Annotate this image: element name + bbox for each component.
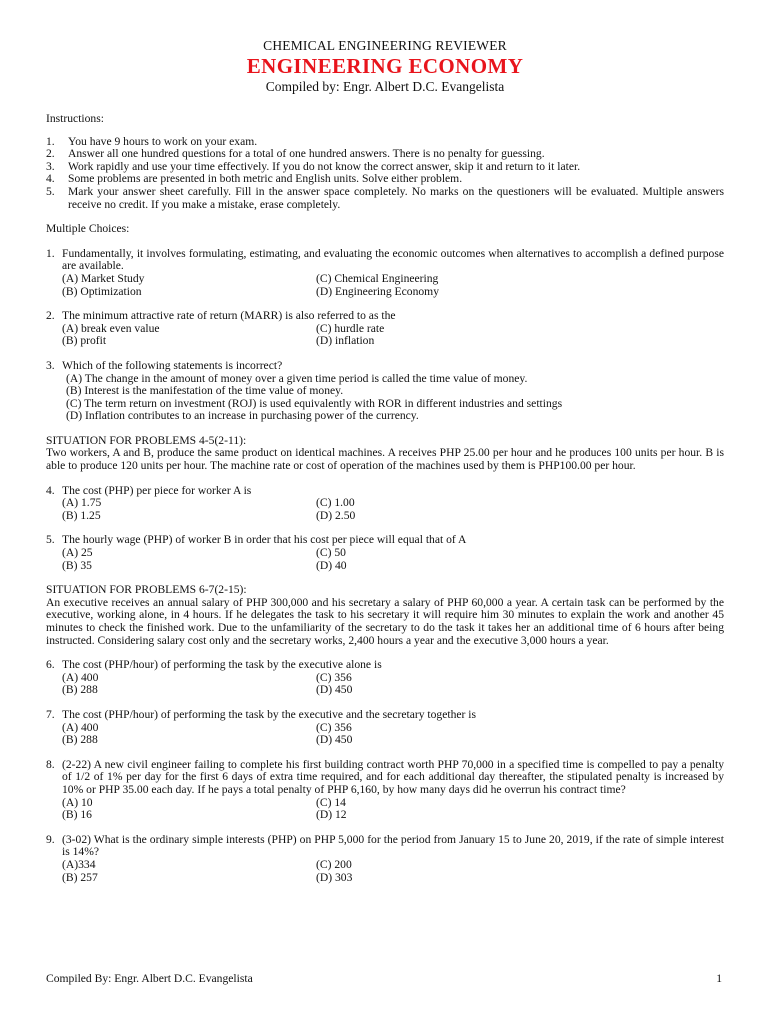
footer-compiled-by: Compiled By: Engr. Albert D.C. Evangelista [46,972,253,985]
document-title: ENGINEERING ECONOMY [246,54,524,78]
question-7 [46,709,724,747]
instruction-item: 2. Answer all one hundred questions for a total of one hundred answers. There is no penalty for guessing. [46,147,545,161]
page-number: 1 [716,972,722,985]
question-4 [46,485,724,523]
question-text: 8. (2-22) A new civil engineer failing to complete his first building contract worth PHP 70,000 in a specified time is compelled to pay a penalty of 1/2 of 1% per day for the first 6 days of extra time required, and for each additional day thereafter, the stipulated penalty is increased by 10% or PHP 35.00 each day. If he pays a total penalty of PHP 6,160, by how many days did he overrun his contract time? [46,757,724,796]
question-options [46,797,724,822]
option-c: (C) 50 [316,546,346,560]
instructions-heading: Instructions: [46,112,104,125]
question-text: 2. The minimum attractive rate of return (MARR) is also referred to as the [46,309,396,323]
instruction-item: 4. Some problems are presented in both metric and English units. Solve either problem. [46,172,463,186]
option-d: (D) 303 [316,870,353,884]
option-c: (C) hurdle rate [316,321,385,335]
option-a: (A) 1.75 [62,496,102,510]
option-b: (B) 1.25 [62,508,101,522]
option-a: (A) 400 [62,670,99,684]
question-options [46,859,724,884]
option-c: (C) 14 [316,795,346,809]
option-d: (D) 40 [316,558,347,572]
question-8 [46,759,724,822]
option-a: (A) 10 [62,795,93,809]
option-c: (C) 1.00 [316,496,355,510]
question-options [46,672,724,697]
option-a: (A) 400 [62,720,99,734]
question-text: 3. Which of the following statements is incorrect? [46,358,283,372]
option-d: (D) 2.50 [316,508,356,522]
option-b: (B) 16 [62,808,92,822]
option-a: (A)334 [62,857,96,871]
question-options [46,547,724,572]
reviewer-kicker: CHEMICAL ENGINEERING REVIEWER [263,38,507,53]
option-c: (C) Chemical Engineering [316,271,439,285]
option-c: (C) 200 [316,857,352,871]
instructions-list [46,136,724,212]
question-text: 7. The cost (PHP/hour) of performing the task by the executive and the secretary together is [46,707,477,721]
option-b: (B) Optimization [62,284,142,298]
question-6 [46,659,724,697]
option-b: (B) 288 [62,733,98,747]
question-text: 4. The cost (PHP) per piece for worker A is [46,483,252,497]
option-b: (B) 35 [62,558,92,572]
situation-6-7 [46,584,724,647]
instruction-item: 3. Work rapidly and use your time effectively. If you do not know the correct answer, skip it and return to it later. [46,159,581,173]
question-text: 6. The cost (PHP/hour) of performing the task by the executive alone is [46,658,382,672]
situation-body: Two workers, A and B, produce the same product on identical machines. A receives PHP 25.00 per hour and he produces 100 units per hour. B is able to produce 120 units per hour. The machine rate or cost of operation of the machines used by them is PHP100.00 per hour. [46,446,724,473]
question-3 [46,360,724,423]
option-c: (C) 356 [316,720,352,734]
option-d: (D) inflation [316,334,375,348]
situation-body: An executive receives an annual salary of PHP 300,000 and his secretary a salary of PHP 60,000 a year. A certain task can be performed by the executive, working alone, in 4 hours. If he delegates the task to his secretary it will require him 30 minutes to explain the work and another 45 minutes to check the finished work. Due to the unfamiliarity of the secretary to do the task it takes her an additional time of 6 hours after being instructed. Considering salary cost only and the secretary works, 2,400 hours a year and the executive 3,000 hours a year. [46,595,724,647]
option-b: (B) 257 [62,870,98,884]
option-a: (A) break even value [62,321,160,335]
statement-b: (B) Interest is the manifestation of the time value of money. [66,384,344,398]
question-9 [46,834,724,884]
instruction-item: 5. Mark your answer sheet carefully. Fill in the answer space completely. No marks on the questioners will be evaluated. Multiple answers receive no credit. If you make a mistake, erase completely. [46,184,724,211]
statement-c: (C) The term return on investment (ROJ) is used equivalently with ROR in different industries and settings [66,396,563,410]
option-b: (B) 288 [62,683,98,697]
compiled-by: Compiled by: Engr. Albert D.C. Evangelista [265,79,505,94]
page-footer [46,972,722,985]
option-a: (A) 25 [62,546,93,560]
instruction-item: 1. You have 9 hours to work on your exam. [46,134,258,148]
question-2 [46,310,724,348]
question-text: 5. The hourly wage (PHP) of worker B in order that his cost per piece will equal that of A [46,533,467,547]
question-statements [46,373,724,423]
option-a: (A) Market Study [62,271,145,285]
situation-4-5 [46,435,724,473]
situation-heading: SITUATION FOR PROBLEMS 4-5(2-11): [46,433,247,447]
option-d: (D) Engineering Economy [316,284,439,298]
question-options [46,323,724,348]
situation-heading: SITUATION FOR PROBLEMS 6-7(2-15): [46,583,247,597]
header [46,38,724,95]
question-1 [46,248,724,298]
option-c: (C) 356 [316,670,352,684]
question-options [46,722,724,747]
question-options [46,273,724,298]
question-options [46,497,724,522]
exam-page [46,38,724,884]
option-b: (B) profit [62,334,107,348]
option-d: (D) 450 [316,683,353,697]
statement-d: (D) Inflation contributes to an increase in purchasing power of the currency. [66,409,419,423]
question-text: 9. (3-02) What is the ordinary simple interests (PHP) on PHP 5,000 for the period from January 15 to June 20, 2019, if the rate of simple interest is 14%? [46,832,724,859]
question-text: 1. Fundamentally, it involves formulating, estimating, and evaluating the economic outcomes when alternatives to accomplish a defined purpose are available. [46,246,724,273]
option-d: (D) 450 [316,733,353,747]
question-5 [46,534,724,572]
option-d: (D) 12 [316,808,347,822]
multiple-choices-heading: Multiple Choices: [46,222,130,236]
statement-a: (A) The change in the amount of money over a given time period is called the time value of money. [66,371,528,385]
